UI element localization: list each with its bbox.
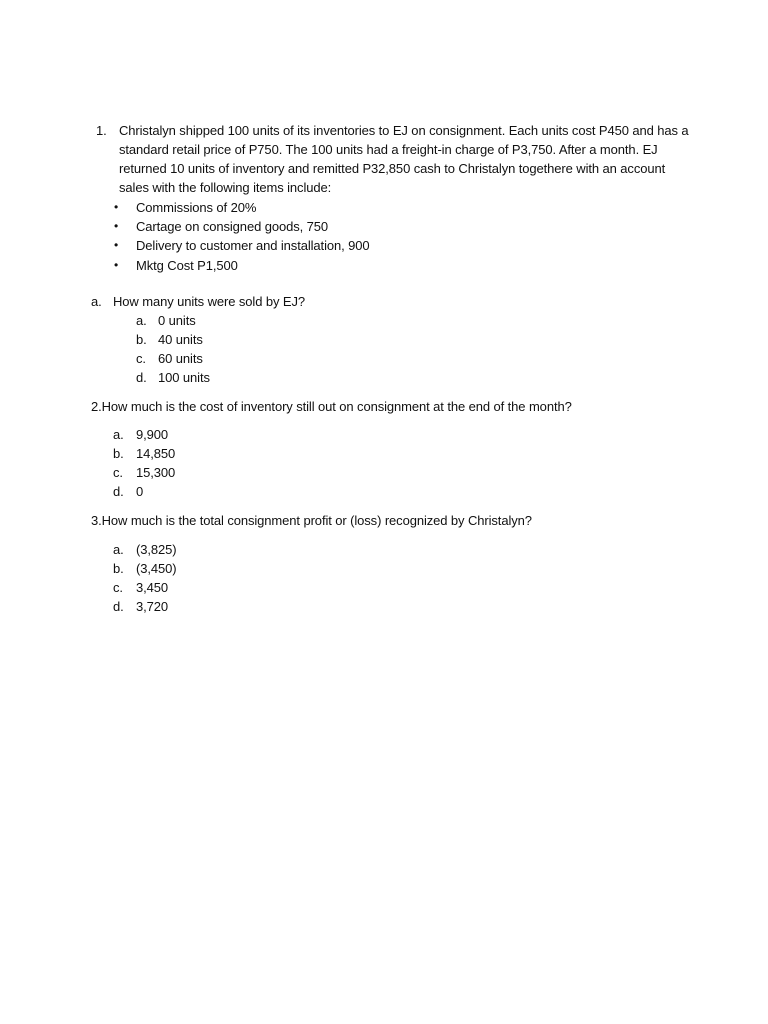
- option-text: 40 units: [158, 332, 203, 347]
- option-text: 9,900: [136, 427, 169, 442]
- option-letter: b.: [136, 332, 147, 347]
- bullet-item: Delivery to customer and installation, 900: [136, 238, 370, 253]
- question-text: How many units were sold by EJ?: [113, 294, 305, 309]
- option-letter: d.: [113, 484, 124, 499]
- option-text: 100 units: [158, 370, 210, 385]
- option-letter: d.: [113, 599, 124, 614]
- option-text: 14,850: [136, 446, 176, 461]
- bullet-item: Commissions of 20%: [136, 200, 257, 215]
- option-text: 3,720: [136, 599, 169, 614]
- option-letter: c.: [113, 465, 123, 480]
- question-text: 3.How much is the total consignment profit or (loss) recognized by Christalyn?: [91, 513, 532, 528]
- option-text: 15,300: [136, 465, 176, 480]
- bullet-item: Cartage on consigned goods, 750: [136, 219, 329, 234]
- problem-line-4: sales with the following items include:: [119, 180, 332, 195]
- bullet-marker: •: [114, 219, 119, 233]
- problem-line-2: standard retail price of P750. The 100 units had a freight-in charge of P3,750. After a month. EJ: [119, 142, 658, 157]
- option-text: 0: [136, 484, 144, 499]
- option-letter: a.: [113, 427, 124, 442]
- problem-line-3: returned 10 units of inventory and remitted P32,850 cash to Christalyn togethere with an account: [119, 161, 666, 176]
- bullet-marker: •: [114, 200, 119, 214]
- option-letter: c.: [136, 351, 146, 366]
- option-letter: b.: [113, 561, 124, 576]
- bullet-marker: •: [114, 238, 119, 252]
- question-letter: a.: [91, 294, 102, 309]
- option-text: 0 units: [158, 313, 196, 328]
- option-letter: c.: [113, 580, 123, 595]
- option-text: 60 units: [158, 351, 203, 366]
- bullet-marker: •: [114, 258, 119, 272]
- option-text: (3,825): [136, 542, 177, 557]
- option-letter: d.: [136, 370, 147, 385]
- problem-number: 1.: [96, 123, 107, 138]
- option-letter: a.: [136, 313, 147, 328]
- bullet-item: Mktg Cost P1,500: [136, 258, 238, 273]
- option-letter: b.: [113, 446, 124, 461]
- problem-line-1: Christalyn shipped 100 units of its inventories to EJ on consignment. Each units cost P450 and has a: [119, 123, 689, 138]
- option-text: 3,450: [136, 580, 169, 595]
- option-letter: a.: [113, 542, 124, 557]
- option-text: (3,450): [136, 561, 177, 576]
- question-text: 2.How much is the cost of inventory still out on consignment at the end of the month?: [91, 399, 572, 414]
